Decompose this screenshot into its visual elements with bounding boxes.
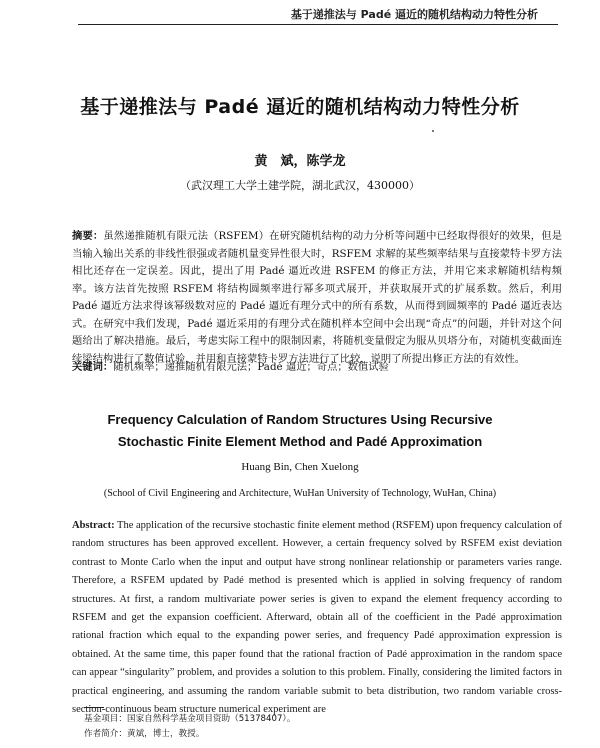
abstract-zh xyxy=(72,228,562,368)
abstract-en xyxy=(72,517,562,719)
keywords-zh xyxy=(72,359,562,376)
keywords-zh-text: 随机频率；递推随机有限元法；Padé 逼近；奇点；数值试验 xyxy=(113,361,389,373)
paper-title-en-line2: Stochastic Finite Element Method and Padé Approximation xyxy=(117,434,483,449)
authors-zh: 黄 斌，陈学龙 xyxy=(254,154,346,169)
paper-title-en-line1: Frequency Calculation of Random Structures Using Recursive xyxy=(107,412,493,427)
abstract-zh-text: 虽然递推随机有限元法（RSFEM）在研究随机结构的动力分析等问题中已经取得很好的效果，但是当输入输出关系的非线性很强或者随机量变异性很大时，RSFEM 求解的某些频率结果与直接蒙特卡罗方法相比还存在一定误差。因此，提出了用 Padé 逼近改进 RSFEM 的修正方法，并用它来求解随机结构频率。该方法首先按照 RSFEM 将结构圆频率进行幂多项式展开，并获取展开式的扩展系数。然后，利用 Padé 逼近方法求得该幂级数对应的 Padé 逼近有理分式中的所有系数，从而得到圆频率的 Padé 逼近表达式。在研究中我们发现，Padé 逼近采用的有理分式在随机样本空间中会出现“奇点”的问题，并针对这个问题给出了解决措施。最后，考虑实际工程中的限制因素，将随机变量假定为服从贝塔分布，对随机变截面连续梁结构进行了数值试验，并用和直接蒙特卡罗方法进行了比较，说明了所提出修正方法的有效性。 xyxy=(72,230,563,365)
paper-title-zh: 基于递推法与 Padé 逼近的随机结构动力特性分析 xyxy=(80,96,520,118)
running-head-title: 基于递推法与 Padé 逼近的随机结构动力特性分析 xyxy=(290,8,538,21)
paper-title-en xyxy=(0,409,600,453)
running-head xyxy=(0,0,600,26)
footnote-fund: 基金项目：国家自然科学基金项目资助（51378407）。 xyxy=(84,714,296,724)
footnote-author: 作者简介：黄斌，博士，教授。 xyxy=(84,729,205,739)
footnote-rule xyxy=(84,707,104,708)
footnote xyxy=(84,712,524,742)
affiliation-zh: （武汉理工大学土建学院，湖北武汉，430000） xyxy=(180,179,420,192)
authors-en: Huang Bin, Chen Xuelong xyxy=(241,461,359,473)
abstract-en-text: The application of the recursive stochastic finite element method (RSFEM) upon frequency calculation of random structures has been approved excellent. However, a certain frequency solved by RSFEM exist deviation contrast to Monte Carlo when the input and output have strong nonlinear relationship or parameters varies range. Therefore, a RSFEM updated by Padé method is presented which is applied in solving frequency of random structures. At first, a random multivariate power series is given to expand the element frequency according to RSFEM and get the expansion coefficient. Afterward, obtain all of the coefficient in the Padé approximation rational fraction which equal to the expanding power series, and frequency Padé approximation expression is obtained. At the same time, this paper found that the rational fraction of Padé approximation in the random space can appear “singularity” problem, and provides a solution to this problem. Finally, considering the limited factors in practical engineering, and assuming the random variable submit to beta distribution, two random variable cross-section-continuous beam structure numerical experiment are xyxy=(72,520,563,716)
header-rule xyxy=(78,24,558,25)
affiliation-en: (School of Civil Engineering and Architecture, WuHan University of Technology, WuHan, China) xyxy=(103,488,497,499)
keywords-zh-label: 关键词： xyxy=(72,361,114,373)
abstract-en-label: Abstract: xyxy=(72,520,115,531)
scan-speck xyxy=(432,130,434,132)
abstract-zh-label: 摘要： xyxy=(72,230,104,242)
